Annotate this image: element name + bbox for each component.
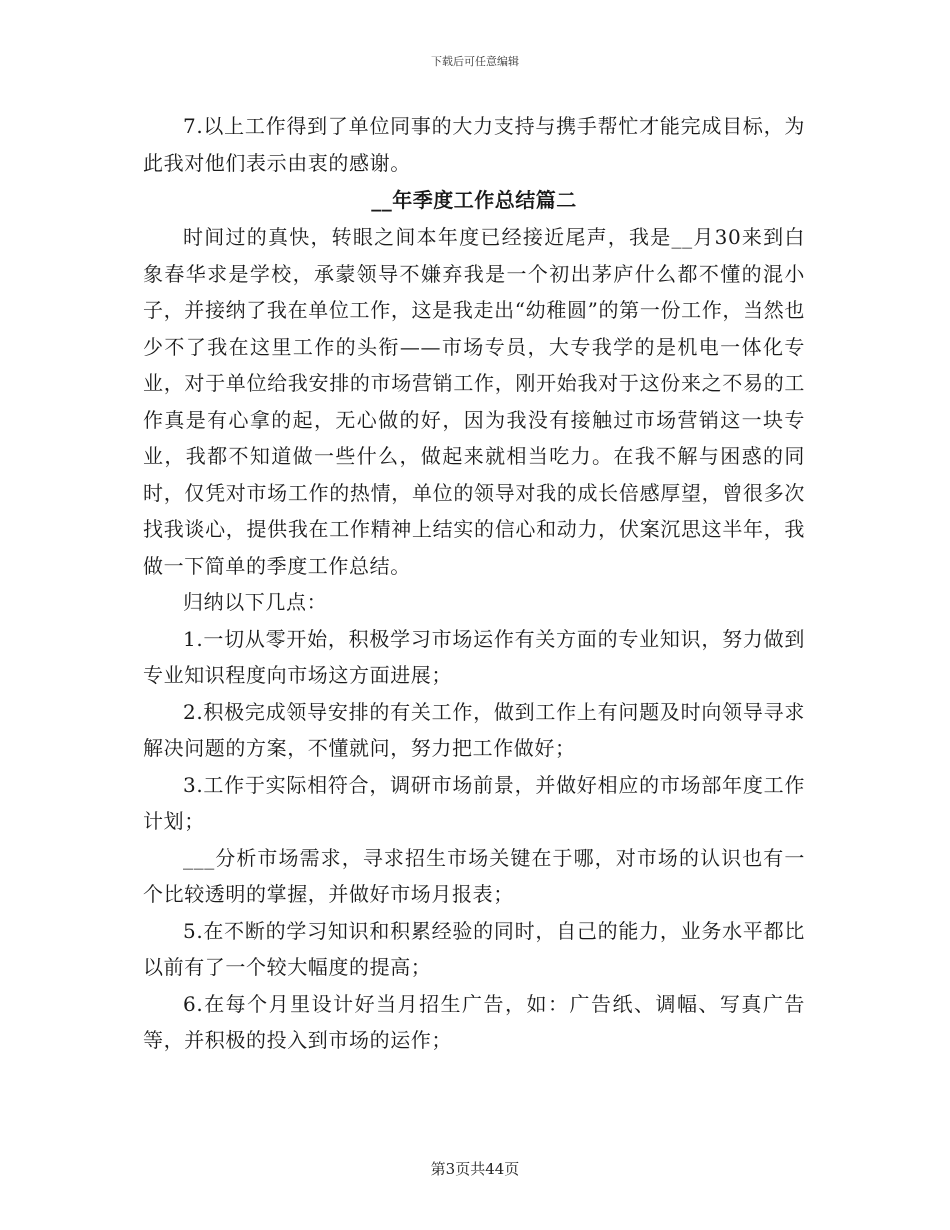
page-number-footer: 第3页共44页 xyxy=(430,1160,520,1178)
section-title: __年季度工作总结篇二 xyxy=(371,188,577,212)
paragraph-point-2: 2.积极完成领导安排的有关工作，做到工作上有问题及时向领导寻求解决问题的方案，不懂就问，努力把工作做好； xyxy=(143,699,805,760)
paragraph-point-5: 5.在不断的学习知识和积累经验的同时，自己的能力，业务水平都比以前有了一个较大幅度的提高； xyxy=(143,918,805,979)
paragraph-point-4: ___分析市场需求，寻求招生市场关键在于哪，对市场的认识也有一个比较透明的掌握，并做好市场月报表； xyxy=(143,845,805,906)
paragraph-point-6: 6.在每个月里设计好当月招生广告，如：广告纸、调幅、写真广告等，并积极的投入到市场的运作； xyxy=(143,991,805,1052)
paragraph-item-7: 7.以上工作得到了单位同事的大力支持与携手帮忙才能完成目标，为此我对他们表示由衷的感谢。 xyxy=(143,114,805,175)
paragraph-summary-lead: 归纳以下几点： xyxy=(183,590,328,614)
header-note: 下载后可任意编辑 xyxy=(431,55,519,68)
paragraph-point-1: 1.一切从零开始，积极学习市场运作有关方面的专业知识，努力做到专业知识程度向市场这方面进展； xyxy=(143,626,805,687)
paragraph-point-3: 3.工作于实际相符合，调研市场前景，并做好相应的市场部年度工作计划； xyxy=(143,772,805,833)
document-body xyxy=(143,108,805,1059)
paragraph-intro: 时间过的真快，转眼之间本年度已经接近尾声，我是__月30来到白象春华求是学校，承蒙领导不嫌弃我是一个初出茅庐什么都不懂的混小子，并接纳了我在单位工作，这是我走出“幼稚圆”的第一份工作，当然也少不了我在这里工作的头衔——市场专员，大专我学的是机电一体化专业，对于单位给我安排的市场营销工作，刚开始我对于这份来之不易的工作真是有心拿的起，无心做的好，因为我没有接触过市场营销这一块专业，我都不知道做一些什么，做起来就相当吃力。在我不解与困惑的同时，仅凭对市场工作的热情，单位的领导对我的成长倍感厚望，曾很多次找我谈心，提供我在工作精神上结实的信心和动力，伏案沉思这半年，我做一下简单的季度工作总结。 xyxy=(143,225,805,578)
